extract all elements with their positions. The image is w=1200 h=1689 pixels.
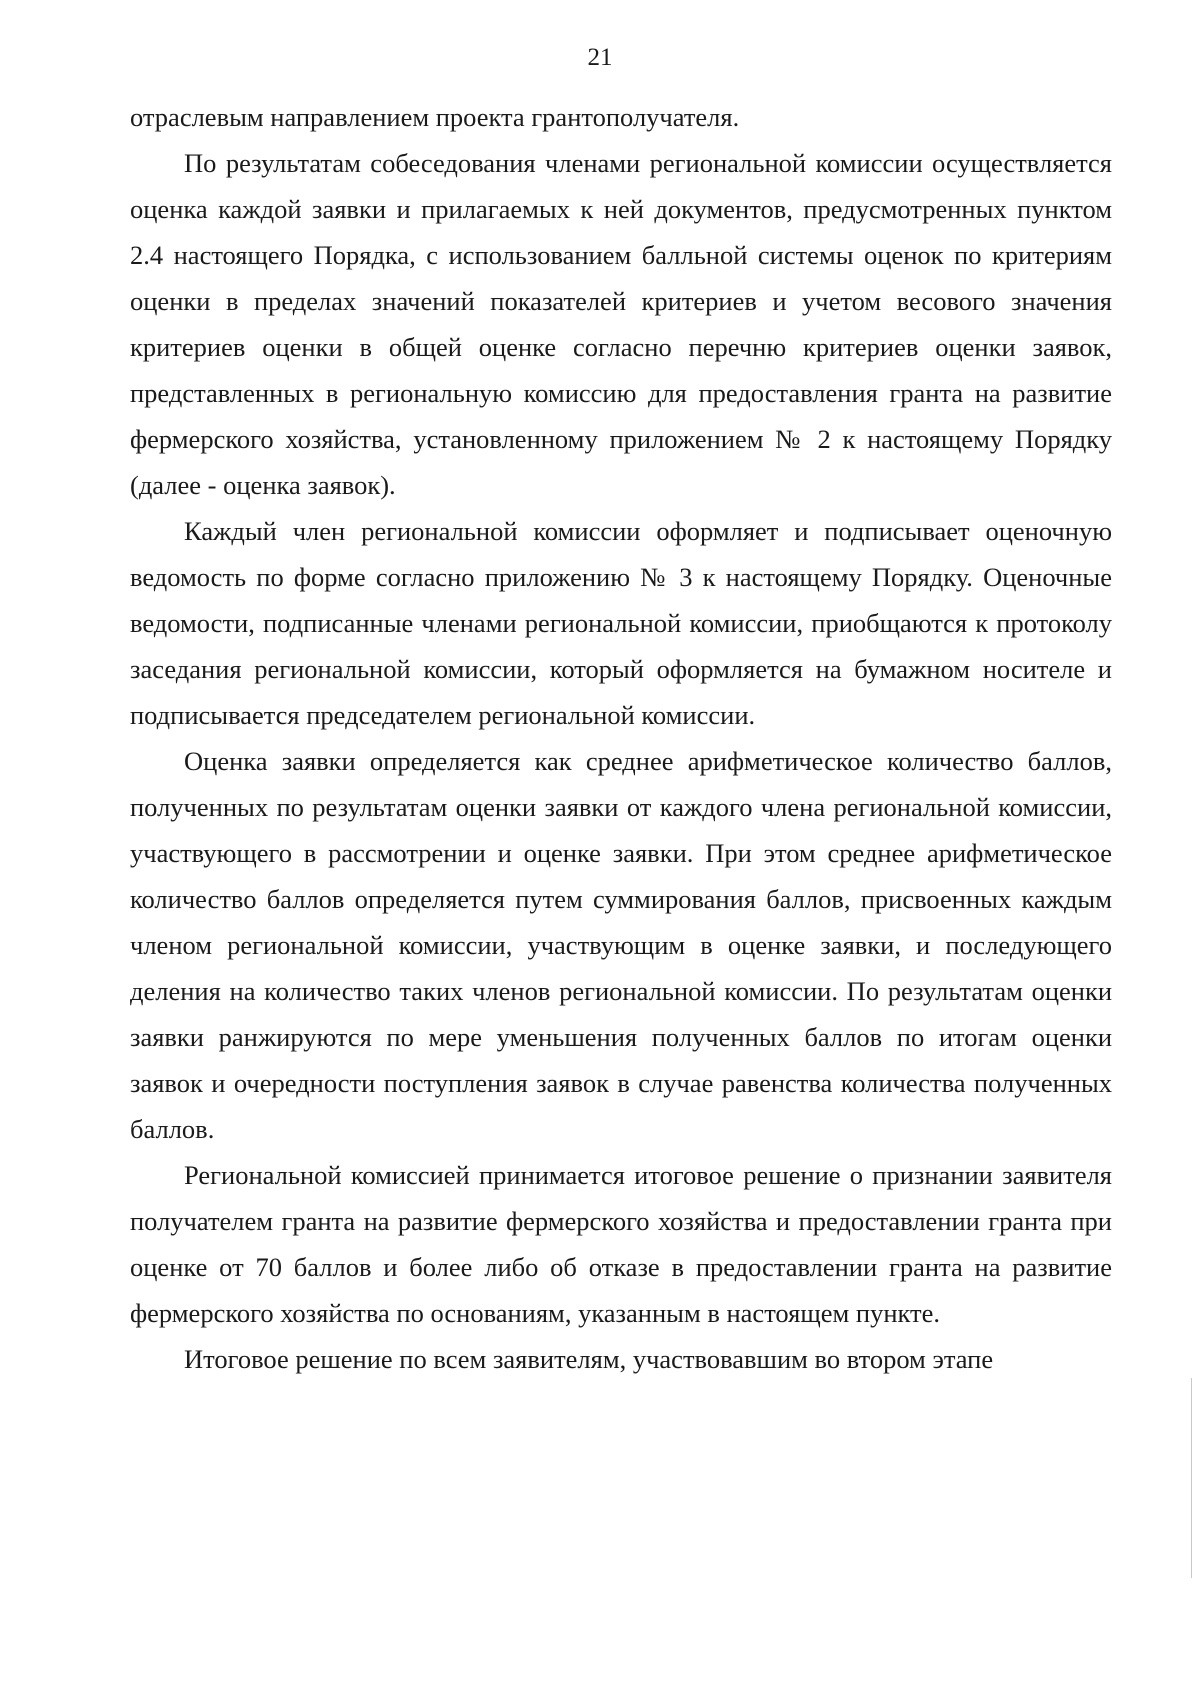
paragraph-continuation: отраслевым направлением проекта грантополучателя. [130, 102, 740, 132]
paragraph-evaluation-sheet: Каждый член региональной комиссии оформляет и подписывает оценочную ведомость по форме согласно приложению № 3 к настоящему Порядку. Оценочные ведомости, подписанные членами региональной комиссии, приобщаются к протоколу заседания региональной комиссии, который оформляется на бумажном носителе и подписывается председателем региональной комиссии. [130, 516, 1112, 730]
document-body [130, 94, 1112, 1382]
paragraph-average-score: Оценка заявки определяется как среднее арифметическое количество баллов, полученных по результатам оценки заявки от каждого члена региональной комиссии, участвующего в рассмотрении и оценке заявки. При этом среднее арифметическое количество баллов определяется путем суммирования баллов, присвоенных каждым членом региональной комиссии, участвующим в оценке заявки, и последующего деления на количество таких членов региональной комиссии. По результатам оценки заявки ранжируются по мере уменьшения полученных баллов по итогам оценки заявок и очередности поступления заявок в случае равенства количества полученных баллов. [130, 746, 1112, 1144]
paragraph-final-decision-all: Итоговое решение по всем заявителям, участвовавшим во втором этапе [184, 1344, 994, 1374]
paragraph-final-decision: Региональной комиссией принимается итоговое решение о признании заявителя получателем гранта на развитие фермерского хозяйства и предоставлении гранта при оценке от 70 баллов и более либо об отказе в предоставлении гранта на развитие фермерского хозяйства по основаниям, указанным в настоящем пункте. [130, 1160, 1112, 1328]
paragraph-interview-evaluation: По результатам собеседования членами региональной комиссии осуществляется оценка каждой заявки и прилагаемых к ней документов, предусмотренных пунктом 2.4 настоящего Порядка, с использованием балльной системы оценок по критериям оценки в пределах значений показателей критериев и учетом весового значения критериев оценки в общей оценке согласно перечню критериев оценки заявок, представленных в региональную комиссию для предоставления гранта на развитие фермерского хозяйства, установленному приложением № 2 к настоящему Порядку (далее - оценка заявок). [130, 148, 1112, 500]
scan-edge-mark [1191, 1378, 1192, 1578]
page-number: 21 [587, 44, 613, 71]
